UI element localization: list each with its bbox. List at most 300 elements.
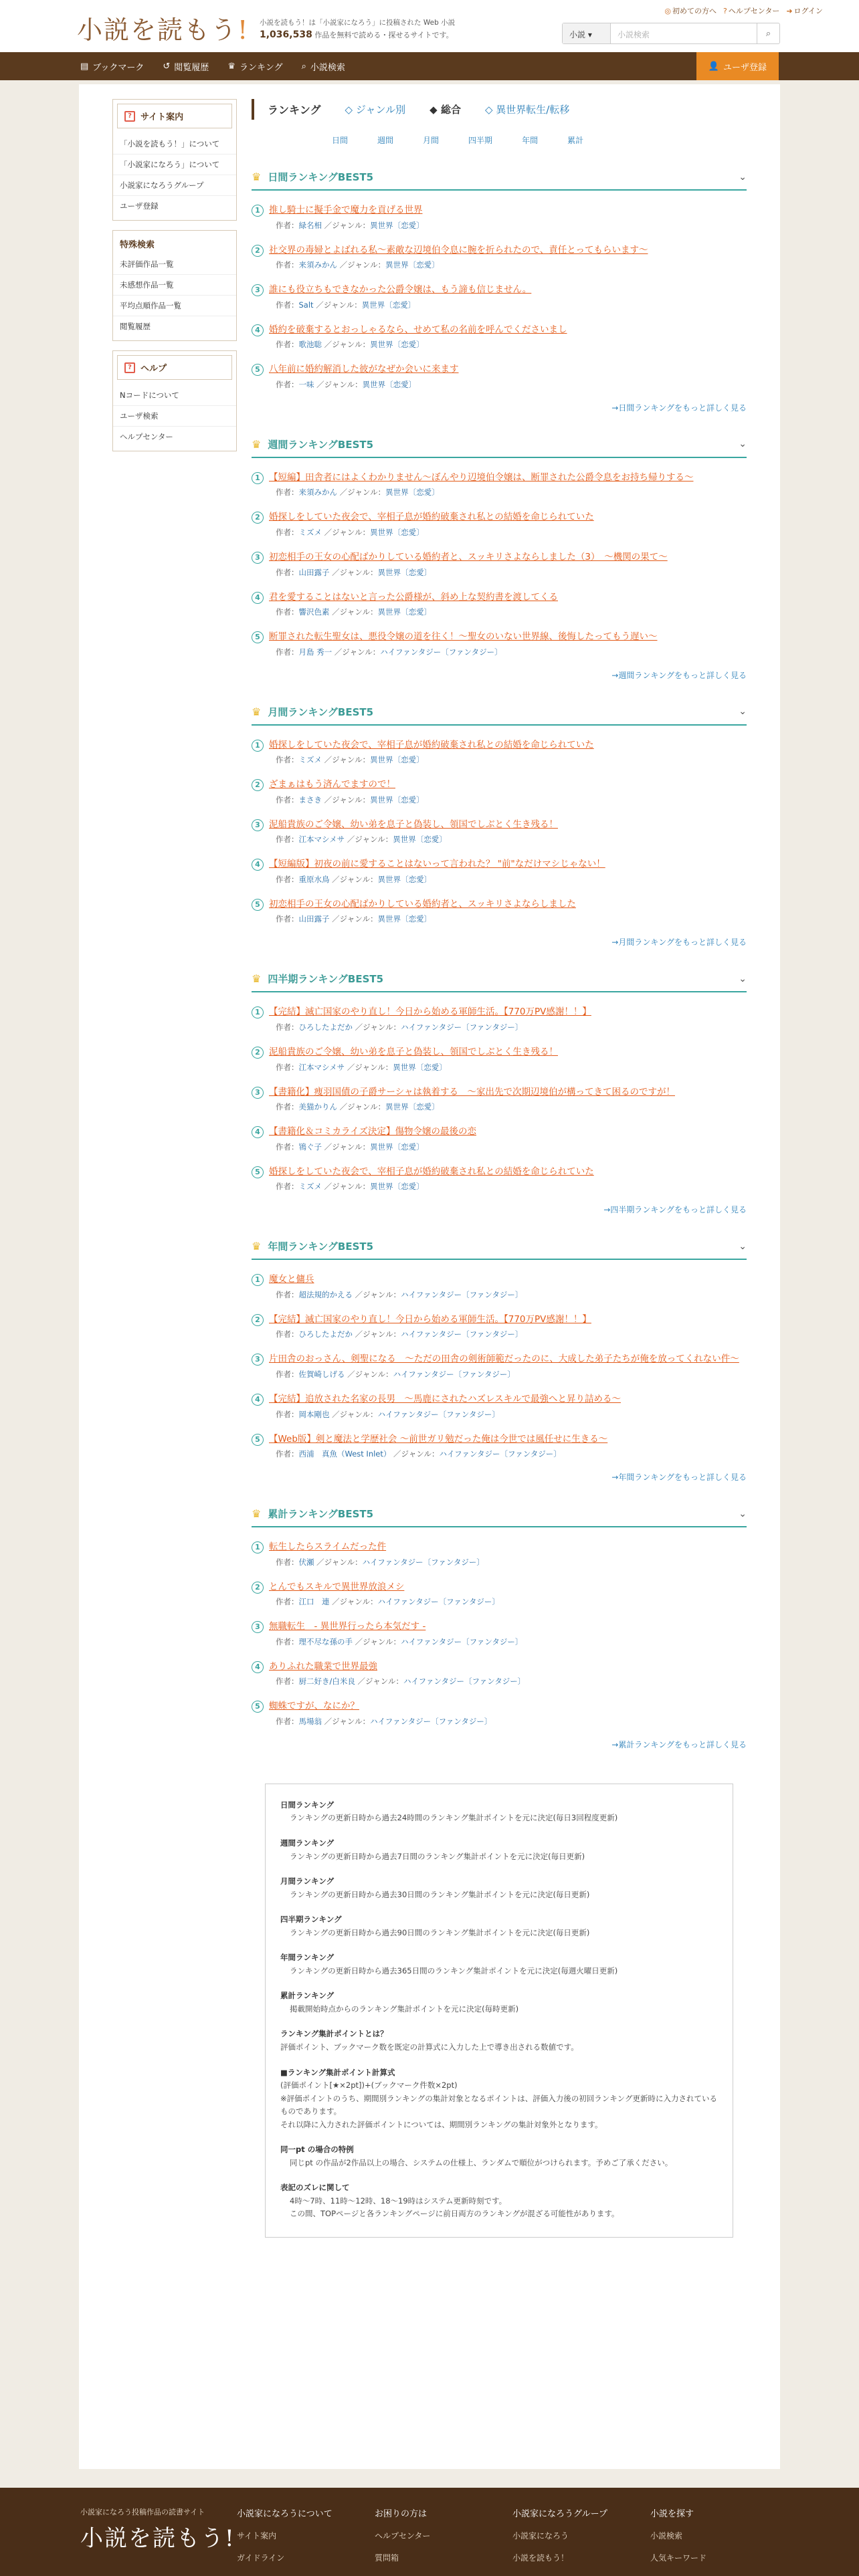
sidebar-item-register[interactable]: ユーザ登録 bbox=[120, 201, 159, 211]
genre-label: ／ジャンル： bbox=[334, 647, 381, 657]
more-ranking-link[interactable]: →年間ランキングをもっと詳しく見る bbox=[611, 1473, 747, 1483]
crown-icon: ♛ bbox=[252, 171, 262, 183]
genre-label: ／ジャンル： bbox=[357, 1677, 404, 1687]
novel-title-link[interactable]: 泥船貴族のご令嬢、幼い弟を息子と偽装し、領国でしぶとく生き残る！ bbox=[269, 819, 558, 830]
search-input[interactable]: 小説検索 bbox=[617, 30, 650, 39]
genre-link[interactable]: 異世界〔恋愛〕 bbox=[370, 794, 424, 804]
section-header[interactable] bbox=[252, 437, 747, 458]
ranking-entry bbox=[252, 1433, 747, 1460]
sidebar bbox=[112, 99, 237, 461]
crown-icon: ♛ bbox=[227, 61, 235, 72]
author-link[interactable]: ひろしたよだか bbox=[298, 1023, 353, 1032]
ranking-section bbox=[252, 972, 747, 1215]
tab-quarterly[interactable]: 四半期 bbox=[468, 136, 493, 145]
nav-search[interactable]: ⌕ 小説検索 bbox=[301, 61, 345, 73]
login-icon: ➜ bbox=[786, 7, 793, 15]
rank-badge: 3 bbox=[252, 1354, 264, 1366]
site-logo[interactable]: 小説を読もう! bbox=[77, 15, 250, 45]
ranking-entry bbox=[252, 551, 747, 578]
note-heading: 年間ランキング bbox=[280, 1953, 335, 1963]
footer-link[interactable]: 小説家になろう bbox=[512, 2531, 569, 2541]
author-link[interactable]: 一味 bbox=[298, 379, 314, 389]
sidebar-item-no-review[interactable]: 未感想作品一覧 bbox=[113, 275, 236, 296]
author-link[interactable]: ミズメ bbox=[298, 527, 322, 537]
genre-link[interactable]: ハイファンタジー〔ファンタジー〕 bbox=[439, 1449, 561, 1459]
footer-link[interactable]: 質問箱 bbox=[375, 2553, 399, 2563]
genre-label: ／ジャンル： bbox=[339, 488, 386, 498]
tab-genre[interactable]: ◇ ジャンル別 bbox=[345, 104, 406, 116]
author-label: 作者： bbox=[276, 340, 299, 350]
genre-link[interactable]: ハイファンタジー〔ファンタジー〕 bbox=[362, 1557, 484, 1567]
author-label: 作者： bbox=[276, 1289, 299, 1299]
site-header bbox=[0, 0, 859, 52]
chevron-down-icon[interactable]: ⌄ bbox=[739, 1508, 747, 1519]
main-content bbox=[252, 99, 747, 2238]
genre-label: ／ジャンル： bbox=[324, 1716, 371, 1726]
sidebar-item-about-narou[interactable]: 「小説家になろう」について bbox=[113, 154, 236, 175]
author-link[interactable]: 西浦 真魚（West Inlet） bbox=[298, 1449, 391, 1459]
content-wrapper bbox=[79, 84, 780, 2469]
author-link[interactable]: 重原水鳥 bbox=[298, 874, 330, 884]
ranking-entry bbox=[252, 1125, 747, 1152]
novel-title-link[interactable]: 魔女と傭兵 bbox=[269, 1274, 314, 1285]
genre-label: ／ジャンル： bbox=[324, 220, 371, 230]
ranking-entry bbox=[252, 1006, 747, 1033]
author-label: 作者： bbox=[276, 647, 299, 657]
bookmark-icon: ▤ bbox=[80, 61, 89, 72]
genre-link[interactable]: 異世界〔恋愛〕 bbox=[385, 488, 440, 498]
novel-title-link[interactable]: 【完結】追放された名家の長男 ～馬鹿にされたハズレスキルで最強へと昇り詰める～ bbox=[269, 1393, 621, 1404]
author-label: 作者： bbox=[276, 1597, 299, 1607]
author-link[interactable]: 江本マシメサ bbox=[298, 835, 345, 845]
more-ranking-link[interactable]: →累計ランキングをもっと詳しく見る bbox=[611, 1739, 747, 1749]
genre-label: ／ジャンル： bbox=[355, 1329, 401, 1339]
section-title: 累計ランキングBEST5 bbox=[268, 1508, 374, 1521]
novel-title-link[interactable]: 婚探しをしていた夜会で、宰相子息が婚約破棄され私との結婚を命じられていた bbox=[269, 739, 594, 750]
special-search-box bbox=[112, 230, 237, 341]
genre-link[interactable]: 異世界〔恋愛〕 bbox=[370, 755, 424, 765]
nav-bookmark[interactable]: ▤ ブックマーク bbox=[80, 61, 145, 73]
footer-link[interactable]: ヘルプセンター bbox=[375, 2531, 431, 2541]
genre-link[interactable]: ハイファンタジー〔ファンタジー〕 bbox=[401, 1023, 523, 1032]
author-label: 作者： bbox=[276, 1636, 299, 1646]
novel-title-link[interactable]: 【短編版】初夜の前に愛することはないって言われた？ "前"なだけマシじゃない！ bbox=[269, 859, 605, 870]
author-link[interactable]: 響沢色素 bbox=[298, 607, 330, 617]
note-body: この間、TOPページと各ランキングページに前日両方のランキングが混ざる可能性があります。 bbox=[290, 2209, 619, 2219]
ranking-notes bbox=[265, 1784, 733, 2238]
rank-badge: 5 bbox=[252, 1166, 264, 1178]
genre-link[interactable]: 異世界〔恋愛〕 bbox=[393, 1062, 447, 1072]
beginner-link[interactable]: ◎ 初めての方へ bbox=[664, 7, 717, 15]
author-label: 作者： bbox=[276, 1716, 299, 1726]
genre-label: ／ジャンル： bbox=[332, 1597, 378, 1607]
rank-badge: 4 bbox=[252, 1394, 264, 1406]
novel-title-link[interactable]: 泥船貴族のご令嬢、幼い弟を息子と偽装し、領国でしぶとく生き残る！ bbox=[269, 1047, 558, 1057]
author-link[interactable]: 馬場翁 bbox=[298, 1716, 322, 1726]
rank-badge: 2 bbox=[252, 245, 264, 257]
novel-title-link[interactable]: 社交界の毒婦とよばれる私～素敵な辺境伯令息に腕を折られたので、責任とってもらいます～ bbox=[269, 244, 648, 255]
rank-badge: 3 bbox=[252, 284, 264, 296]
footer-link[interactable]: ガイドライン bbox=[237, 2553, 285, 2563]
question-icon: ? bbox=[124, 362, 135, 373]
rank-badge: 2 bbox=[252, 1582, 264, 1594]
chevron-down-icon[interactable]: ⌄ bbox=[739, 706, 747, 718]
genre-link[interactable]: 異世界〔恋愛〕 bbox=[370, 1182, 424, 1192]
author-label: 作者： bbox=[276, 1102, 299, 1112]
note-heading: 四半期ランキング bbox=[280, 1915, 342, 1925]
genre-label: ／ジャンル： bbox=[324, 527, 371, 537]
top-links bbox=[664, 5, 823, 16]
tab-yearly[interactable]: 年間 bbox=[522, 136, 539, 145]
rank-badge: 4 bbox=[252, 859, 264, 871]
author-link[interactable]: 江本マシメサ bbox=[298, 1062, 345, 1072]
search-icon: ⌕ bbox=[765, 28, 771, 39]
footer-heading[interactable]: お困りの方は bbox=[375, 2509, 427, 2519]
footer-heading[interactable]: 小説家になろうグループ bbox=[512, 2509, 607, 2519]
novel-title-link[interactable]: 婚約を破棄するとおっしゃるなら、せめて私の名前を呼んでくださいまし bbox=[269, 324, 567, 335]
genre-label: ／ジャンル： bbox=[393, 1449, 440, 1459]
more-ranking-link[interactable]: →四半期ランキングをもっと詳しく見る bbox=[603, 1205, 747, 1215]
user-icon: 👤 bbox=[708, 61, 719, 72]
author-label: 作者： bbox=[276, 607, 299, 617]
genre-link[interactable]: ハイファンタジー〔ファンタジー〕 bbox=[370, 1716, 492, 1726]
author-link[interactable]: 来須みかん bbox=[298, 488, 337, 498]
genre-link[interactable]: ハイファンタジー〔ファンタジー〕 bbox=[401, 1329, 523, 1339]
rank-badge: 1 bbox=[252, 472, 264, 484]
rank-badge: 3 bbox=[252, 819, 264, 831]
genre-label: ／ジャンル： bbox=[332, 607, 378, 617]
work-count: 1,036,538 作品を無料で読める・探せるサイトです。 bbox=[260, 29, 454, 40]
novel-title-link[interactable]: 【書籍化＆コミカライズ決定】傷物令嬢の最後の恋 bbox=[269, 1126, 476, 1138]
genre-label: ／ジャンル： bbox=[332, 567, 378, 577]
ranking-entry bbox=[252, 898, 747, 925]
ranking-entry bbox=[252, 1620, 747, 1647]
section-header[interactable] bbox=[252, 1239, 747, 1260]
novel-title-link[interactable]: 婚探しをしていた夜会で、宰相子息が婚約破棄され私との結婚を命じられていた bbox=[269, 512, 594, 523]
author-label: 作者： bbox=[276, 1142, 299, 1152]
genre-label: ／ジャンル： bbox=[339, 260, 386, 270]
note-body: ランキングの更新日時から過去30日間のランキング集計ポイントを元に決定(毎日更新) bbox=[290, 1889, 590, 1899]
author-link[interactable]: 山田露子 bbox=[298, 914, 330, 924]
novel-title-link[interactable]: 初恋相手の王女の心配ばかりしている婚約者と、スッキリさよならしました（3） ～機関の果て～ bbox=[269, 551, 668, 562]
ranking-entry bbox=[252, 1166, 747, 1192]
ranking-entry bbox=[252, 1046, 747, 1073]
ranking-entry bbox=[252, 631, 747, 657]
ranking-sections bbox=[252, 170, 747, 1750]
sidebar-item-unrated[interactable]: 未評価作品一覧 bbox=[113, 254, 236, 275]
footer-heading[interactable]: 小説を探す bbox=[650, 2509, 694, 2519]
genre-label: ／ジャンル： bbox=[355, 1636, 401, 1646]
genre-link[interactable]: ハイファンタジー〔ファンタジー〕 bbox=[401, 1636, 523, 1646]
genre-link[interactable]: 異世界〔恋愛〕 bbox=[377, 874, 432, 884]
ranking-entry bbox=[252, 1700, 747, 1727]
novel-title-link[interactable]: 八年前に婚約解消した彼がなぜか会いに来ます bbox=[269, 364, 459, 375]
genre-link[interactable]: ハイファンタジー〔ファンタジー〕 bbox=[393, 1369, 515, 1379]
note-body: それ以降に入力された評価ポイントについては、期間別ランキングの集計対象外となります。 bbox=[280, 2119, 603, 2129]
ranking-entry bbox=[252, 471, 747, 498]
genre-label: ／ジャンル： bbox=[332, 1409, 378, 1419]
rank-badge: 4 bbox=[252, 1661, 264, 1673]
login-link[interactable]: ➜ ログイン bbox=[786, 7, 823, 15]
author-link[interactable]: 江口 連 bbox=[298, 1597, 330, 1607]
genre-label: ／ジャンル： bbox=[347, 835, 393, 845]
author-link[interactable]: ミズメ bbox=[298, 755, 322, 765]
rank-badge: 4 bbox=[252, 1126, 264, 1138]
rank-badge: 3 bbox=[252, 1087, 264, 1099]
tab-daily[interactable]: 日間 bbox=[332, 136, 349, 145]
novel-title-link[interactable]: 蜘蛛ですが、なにか？ bbox=[269, 1701, 359, 1712]
site-guide-title: サイト案内 bbox=[140, 112, 184, 122]
help-center-link[interactable]: ? ヘルプセンター bbox=[723, 7, 780, 15]
tab-weekly[interactable]: 週間 bbox=[377, 136, 394, 145]
author-link[interactable]: 緑名相 bbox=[298, 220, 322, 230]
ranking-entry bbox=[252, 778, 747, 805]
novel-title-link[interactable]: ざまぁはもう済んでますので！ bbox=[269, 779, 395, 790]
rank-badge: 3 bbox=[252, 552, 264, 564]
special-search-title: 特殊検索 bbox=[120, 240, 155, 250]
sidebar-item-history[interactable]: 閲覧履歴 bbox=[120, 322, 151, 331]
note-body: 同じpt の作品が2作品以上の場合、システムの仕様上、ランダムで順位がつけられます。予めご了承ください。 bbox=[290, 2157, 673, 2167]
ranking-section bbox=[252, 437, 747, 681]
author-label: 作者： bbox=[276, 794, 299, 804]
search-button[interactable] bbox=[757, 23, 779, 43]
author-link[interactable]: 理不尽な孫の手 bbox=[298, 1636, 353, 1646]
section-header[interactable] bbox=[252, 972, 747, 992]
note-heading: 同一pt の場合の特例 bbox=[280, 2145, 354, 2155]
author-label: 作者： bbox=[276, 527, 299, 537]
author-link[interactable]: 山田露子 bbox=[298, 567, 330, 577]
tab-total[interactable]: 累計 bbox=[567, 136, 584, 145]
note-body: (評価ポイント[★×2pt])+(ブックマーク件数×2pt) bbox=[280, 2080, 458, 2090]
ranking-entry bbox=[252, 511, 747, 538]
chevron-down-icon[interactable]: ⌄ bbox=[739, 973, 747, 984]
search-icon: ⌕ bbox=[301, 61, 306, 72]
genre-label: ／ジャンル： bbox=[316, 379, 363, 389]
note-body: 掲載開始時点からのランキング集計ポイントを元に決定(毎時更新) bbox=[290, 2004, 519, 2014]
nav-history[interactable]: ↺ 閲覧履歴 bbox=[163, 61, 209, 73]
author-link[interactable]: 歌池聡 bbox=[298, 340, 322, 350]
note-body: ランキングの更新日時から過去7日間のランキング集計ポイントを元に決定(毎日更新) bbox=[290, 1851, 585, 1861]
rank-badge: 5 bbox=[252, 899, 264, 911]
ranking-entry bbox=[252, 1313, 747, 1340]
crown-icon: ♛ bbox=[252, 1507, 262, 1521]
footer-link[interactable]: サイト案内 bbox=[237, 2531, 277, 2541]
ranking-section bbox=[252, 170, 747, 413]
sidebar-item-about-yomou[interactable]: 「小説を読もう！」について bbox=[113, 134, 236, 154]
sidebar-item-help-center[interactable]: ヘルプセンター bbox=[120, 432, 173, 441]
author-label: 作者： bbox=[276, 260, 299, 270]
rank-badge: 2 bbox=[252, 1314, 264, 1326]
genre-label: ／ジャンル： bbox=[347, 1062, 393, 1072]
genre-link[interactable]: ハイファンタジー〔ファンタジー〕 bbox=[377, 1597, 500, 1607]
search-type-select[interactable]: 小説 ▾ bbox=[563, 23, 611, 43]
rank-badge: 5 bbox=[252, 1701, 264, 1713]
genre-label: ／ジャンル： bbox=[324, 340, 371, 350]
chevron-down-icon[interactable]: ⌄ bbox=[739, 439, 747, 450]
author-label: 作者： bbox=[276, 1409, 299, 1419]
author-link[interactable]: まさき bbox=[298, 794, 322, 804]
genre-link[interactable]: 異世界〔恋愛〕 bbox=[385, 260, 440, 270]
genre-link[interactable]: 異世界〔恋愛〕 bbox=[362, 379, 417, 389]
genre-label: ／ジャンル： bbox=[324, 1182, 371, 1192]
site-tagline: 小説を読もう！は「小説家になろう」に投稿された Web 小説 bbox=[260, 19, 456, 27]
author-link[interactable]: 来須みかん bbox=[298, 260, 337, 270]
more-ranking-link[interactable]: →日間ランキングをもっと詳しく見る bbox=[611, 403, 747, 413]
author-label: 作者： bbox=[276, 379, 299, 389]
help-icon: ? bbox=[723, 7, 727, 15]
author-label: 作者： bbox=[276, 835, 299, 845]
novel-title-link[interactable]: 婚探しをしていた夜会で、宰相子息が婚約破棄され私との結婚を命じられていた bbox=[269, 1166, 594, 1177]
chevron-down-icon[interactable]: ⌄ bbox=[739, 171, 747, 183]
novel-title-link[interactable]: 【短編】田舎者にはよくわかりません～ぼんやり辺境伯令嬢は、断罪された公爵令息をお持ち帰りする～ bbox=[269, 471, 694, 483]
rank-badge: 2 bbox=[252, 779, 264, 791]
genre-link[interactable]: 異世界〔恋愛〕 bbox=[377, 567, 432, 577]
author-link[interactable]: 伏瀬 bbox=[298, 1557, 314, 1567]
ranking-entry bbox=[252, 1393, 747, 1420]
footer-link[interactable]: 小説を読もう！ bbox=[512, 2553, 569, 2563]
novel-title-link[interactable]: 【完結】滅亡国家のやり直し！今日から始める軍師生活。【770万PV感謝！！】 bbox=[269, 1006, 591, 1018]
nav-ranking[interactable]: ♛ ランキング bbox=[227, 61, 283, 73]
page-title: ランキング bbox=[268, 104, 321, 116]
author-link[interactable]: 岡本剛也 bbox=[298, 1409, 330, 1419]
genre-link[interactable]: ハイファンタジー〔ファンタジー〕 bbox=[401, 1289, 523, 1299]
genre-link[interactable]: ハイファンタジー〔ファンタジー〕 bbox=[377, 1409, 500, 1419]
author-link[interactable]: 厨二好き/白米良 bbox=[298, 1677, 355, 1687]
ranking-entry bbox=[252, 1581, 747, 1608]
author-link[interactable]: Salt bbox=[298, 300, 314, 310]
help-box bbox=[112, 350, 237, 451]
author-label: 作者： bbox=[276, 1449, 299, 1459]
rank-badge: 4 bbox=[252, 592, 264, 604]
novel-title-link[interactable]: 誰にも役立ちもできなかった公爵令嬢は、もう諦も信じません。 bbox=[269, 284, 532, 296]
genre-label: ／ジャンル： bbox=[316, 1557, 363, 1567]
genre-link[interactable]: ハイファンタジー〔ファンタジー〕 bbox=[403, 1677, 526, 1687]
ranking-entry bbox=[252, 591, 747, 618]
novel-title-link[interactable]: 【Web版】剣と魔法と学歴社会 ～前世ガリ勉だった俺は今世では風任せに生きる～ bbox=[269, 1433, 608, 1444]
sidebar-item-user-search[interactable]: ユーザ検索 bbox=[113, 406, 236, 427]
sidebar-item-ncode[interactable]: Nコードについて bbox=[113, 385, 236, 406]
novel-title-link[interactable]: とんでもスキルで異世界放浪メシ bbox=[269, 1581, 405, 1592]
author-label: 作者： bbox=[276, 1557, 299, 1567]
author-link[interactable]: ひろしたよだか bbox=[298, 1329, 353, 1339]
genre-label: ／ジャンル： bbox=[316, 300, 362, 310]
info-icon: ◎ bbox=[664, 7, 672, 15]
note-body: ランキングの更新日時から過去365日間のランキング集計ポイントを元に決定(毎週火曜日更新) bbox=[290, 1965, 618, 1975]
footer-col-search bbox=[650, 2506, 706, 2574]
more-ranking-link[interactable]: →月間ランキングをもっと詳しく見る bbox=[611, 938, 747, 948]
footer-link[interactable]: 人気キーワード bbox=[650, 2553, 707, 2563]
tab-isekai[interactable]: ◇ 異世界転生/転移 bbox=[484, 104, 570, 116]
author-label: 作者： bbox=[276, 1182, 299, 1192]
genre-label: ／ジャンル： bbox=[332, 914, 378, 924]
ranking-entry bbox=[252, 858, 747, 885]
crown-icon: ♛ bbox=[252, 1240, 262, 1253]
genre-label: ／ジャンル： bbox=[324, 794, 371, 804]
author-link[interactable]: 美猫かりん bbox=[298, 1102, 337, 1112]
novel-title-link[interactable]: 断罪された転生聖女は、悪役令嬢の道を往く！～聖女のいない世界線、後悔したってもう遅い～ bbox=[269, 631, 658, 643]
section-title: 日間ランキングBEST5 bbox=[268, 171, 374, 183]
tab-monthly[interactable]: 月間 bbox=[423, 136, 440, 145]
note-body: ランキングの更新日時から過去24時間のランキング集計ポイントを元に決定(毎日3回程度更新) bbox=[290, 1813, 618, 1823]
rank-badge: 5 bbox=[252, 364, 264, 376]
genre-link[interactable]: 異世界〔恋愛〕 bbox=[370, 340, 424, 350]
genre-label: ／ジャンル： bbox=[355, 1289, 401, 1299]
section-title: 四半期ランキングBEST5 bbox=[268, 973, 384, 986]
ranking-entry bbox=[252, 1353, 747, 1380]
genre-link[interactable]: 異世界〔恋愛〕 bbox=[361, 300, 416, 310]
footer-link[interactable]: 小説検索 bbox=[650, 2531, 683, 2541]
novel-title-link[interactable]: 君を愛することはないと言った公爵様が、斜め上な契約書を渡してくる bbox=[269, 591, 558, 603]
genre-label: ／ジャンル： bbox=[339, 1102, 386, 1112]
ranking-entry bbox=[252, 1541, 747, 1568]
rank-badge: 1 bbox=[252, 1541, 264, 1553]
footer-col-help bbox=[375, 2506, 430, 2574]
section-header[interactable] bbox=[252, 705, 747, 726]
author-link[interactable]: 月島 秀一 bbox=[298, 647, 332, 657]
sidebar-item-group[interactable]: 小説家になろうグループ bbox=[113, 175, 236, 196]
chevron-down-icon[interactable]: ⌄ bbox=[739, 1241, 747, 1252]
period-tabs bbox=[252, 120, 747, 146]
footer-logo[interactable]: 小説を読もう! bbox=[80, 2525, 235, 2552]
novel-title-link[interactable]: 無職転生 - 異世界行ったら本気だす - bbox=[269, 1621, 426, 1632]
genre-link[interactable]: ハイファンタジー〔ファンタジー〕 bbox=[380, 647, 502, 657]
footer-col-about bbox=[237, 2506, 332, 2574]
genre-link[interactable]: 異世界〔恋愛〕 bbox=[385, 1102, 440, 1112]
footer-heading[interactable]: 小説家になろうについて bbox=[237, 2509, 332, 2519]
crown-icon: ♛ bbox=[252, 437, 262, 451]
question-icon: ? bbox=[124, 111, 135, 122]
novel-title-link[interactable]: 転生したらスライムだった件 bbox=[269, 1541, 387, 1553]
novel-title-link[interactable]: ありふれた職業で世界最強 bbox=[269, 1660, 377, 1672]
author-link[interactable]: 佐賀崎しげる bbox=[298, 1369, 345, 1379]
novel-title-link[interactable]: 推し騎士に擬手金で魔力を貢げる世界 bbox=[269, 205, 423, 215]
tab-overall[interactable]: ◆ 総合 bbox=[430, 104, 461, 116]
novel-title-link[interactable]: 【書籍化】痩羽国債の子爵サーシャは執着する ～家出先で次期辺境伯が構ってきて困るのですが！ bbox=[269, 1086, 675, 1097]
crown-icon: ♛ bbox=[252, 705, 262, 718]
section-header[interactable] bbox=[252, 1507, 747, 1527]
genre-link[interactable]: 異世界〔恋愛〕 bbox=[377, 914, 432, 924]
author-link[interactable]: 鴇ぐ子 bbox=[298, 1142, 322, 1152]
genre-link[interactable]: 異世界〔恋愛〕 bbox=[393, 835, 447, 845]
genre-link[interactable]: 異世界〔恋愛〕 bbox=[377, 607, 432, 617]
ranking-entry bbox=[252, 284, 747, 310]
ranking-entry bbox=[252, 1086, 747, 1113]
genre-link[interactable]: 異世界〔恋愛〕 bbox=[370, 1142, 424, 1152]
novel-title-link[interactable]: 片田舎のおっさん、剣聖になる ～ただの田舎の剣術師範だったのに、大成した弟子たちが俺を放ってくれない件～ bbox=[269, 1354, 739, 1365]
section-header[interactable] bbox=[252, 170, 747, 191]
register-button[interactable]: 👤 ユーザ登録 bbox=[696, 52, 779, 80]
more-ranking-link[interactable]: →週間ランキングをもっと詳しく見る bbox=[611, 670, 747, 680]
novel-title-link[interactable]: 初恋相手の王女の心配ばかりしている婚約者と、スッキリさよならしました bbox=[269, 898, 576, 909]
note-heading: 累計ランキング bbox=[280, 1991, 335, 2001]
note-body: 4時〜7時、11時〜12時、18〜19時はシステム更新時刻です。 bbox=[290, 2195, 507, 2206]
rank-badge: 5 bbox=[252, 1434, 264, 1446]
sidebar-item-average[interactable]: 平均点順作品一覧 bbox=[113, 296, 236, 316]
novel-title-link[interactable]: 【完結】滅亡国家のやり直し！今日から始める軍師生活。【770万PV感謝！！】 bbox=[269, 1313, 591, 1325]
site-guide-box bbox=[112, 99, 237, 221]
author-link[interactable]: 超法規的かえる bbox=[298, 1289, 353, 1299]
search-bar bbox=[562, 23, 780, 44]
author-label: 作者： bbox=[276, 220, 299, 230]
author-link[interactable]: ミズメ bbox=[298, 1182, 322, 1192]
note-heading: ■ランキング集計ポイント計算式 bbox=[280, 2067, 395, 2077]
rank-badge: 1 bbox=[252, 205, 264, 217]
genre-link[interactable]: 異世界〔恋愛〕 bbox=[370, 527, 424, 537]
ranking-entry bbox=[252, 739, 747, 766]
section-title: 年間ランキングBEST5 bbox=[268, 1241, 374, 1253]
genre-link[interactable]: 異世界〔恋愛〕 bbox=[370, 220, 424, 230]
rank-badge: 2 bbox=[252, 1047, 264, 1059]
